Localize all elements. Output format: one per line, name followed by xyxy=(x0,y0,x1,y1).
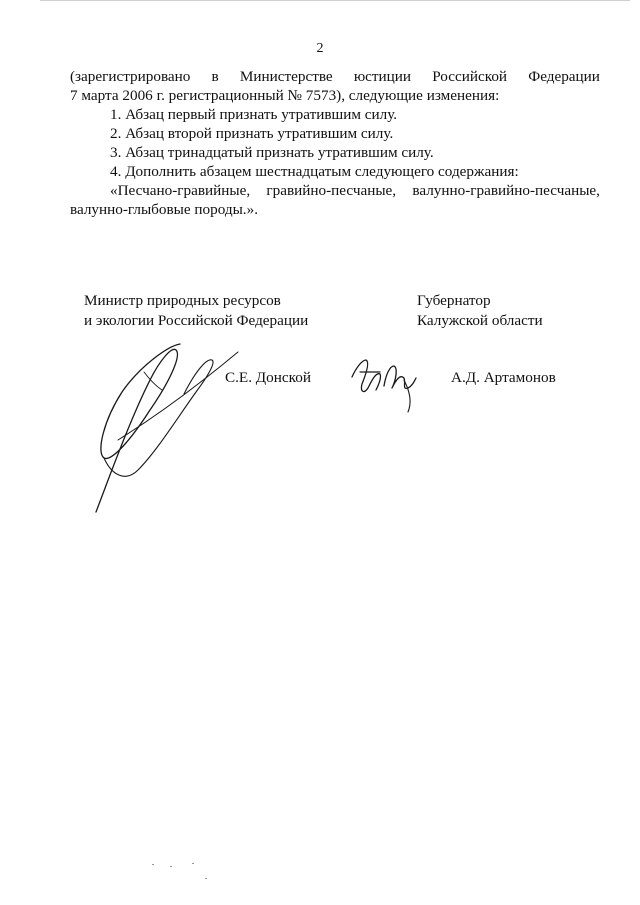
speck xyxy=(205,878,207,879)
quote-line-2: валунно-глыбовые породы.». xyxy=(70,201,258,218)
item-2: 2. Абзац второй признать утратившим силу. xyxy=(110,125,394,142)
paragraph-1-line-2: 7 марта 2006 г. регистрационный № 7573), следующие изменения: xyxy=(70,87,500,104)
right-signatory-title-line-1: Губернатор xyxy=(417,292,491,309)
item-1: 1. Абзац первый признать утратившим силу. xyxy=(110,106,398,123)
page-number: 2 xyxy=(316,41,324,56)
left-signatory-title-line-1: Министр природных ресурсов xyxy=(84,292,281,309)
scan-specks xyxy=(150,860,220,890)
word: юстиции xyxy=(353,68,412,85)
right-signatory-name: А.Д. Артамонов xyxy=(451,369,556,386)
word: Федерации xyxy=(528,68,600,85)
word: (зарегистрировано xyxy=(70,68,191,85)
word: в xyxy=(211,68,219,85)
item-4: 4. Дополнить абзацем шестнадцатым следующего содержания: xyxy=(110,163,519,180)
word: гравийно-песчаные, xyxy=(266,182,397,199)
item-3: 3. Абзац тринадцатый признать утратившим силу. xyxy=(110,144,434,161)
word: валунно-гравийно-песчаные, xyxy=(412,182,600,199)
left-signatory-name: С.Е. Донской xyxy=(225,369,311,386)
right-signatory-title-line-2: Калужской области xyxy=(417,312,543,329)
word: «Песчано-гравийные, xyxy=(110,182,251,199)
speck xyxy=(170,866,172,867)
speck xyxy=(152,864,154,865)
speck xyxy=(192,863,194,864)
word: Министерстве xyxy=(239,68,333,85)
word: Российской xyxy=(432,68,508,85)
left-signatory-title-line-2: и экологии Российской Федерации xyxy=(84,312,309,329)
